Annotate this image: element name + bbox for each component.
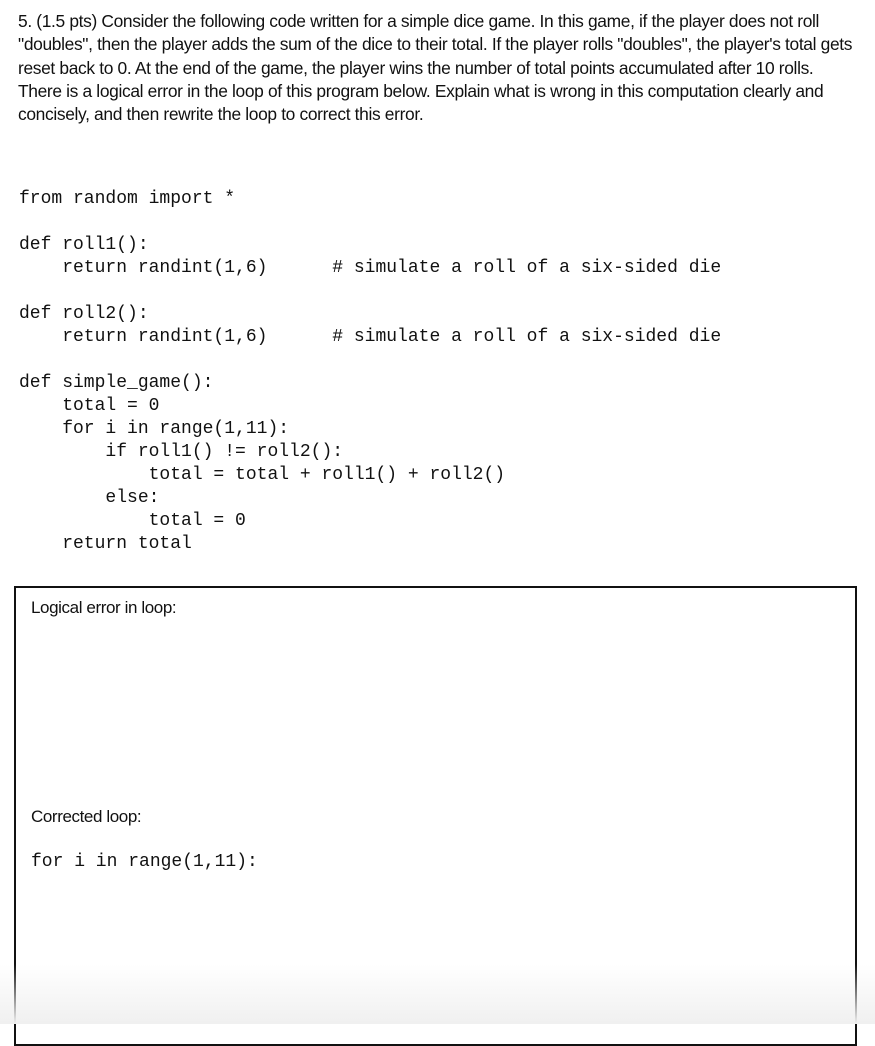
code-line: total = total + roll1() + roll2() bbox=[19, 465, 506, 485]
code-simple-game-function bbox=[19, 372, 505, 556]
code-roll2-function bbox=[19, 303, 721, 349]
logical-error-label: Logical error in loop: bbox=[31, 598, 177, 617]
code-line: def roll1(): bbox=[19, 235, 149, 255]
code-line: return total bbox=[19, 534, 192, 554]
answer-box[interactable] bbox=[14, 586, 857, 1046]
code-line: return randint(1,6) # simulate a roll of a six-sided die bbox=[19, 327, 722, 347]
code-roll1-function bbox=[19, 234, 721, 280]
code-import bbox=[19, 188, 235, 211]
corrected-loop-label: Corrected loop: bbox=[31, 807, 142, 826]
code-line: for i in range(1,11): bbox=[19, 419, 290, 439]
code-line: return randint(1,6) # simulate a roll of a six-sided die bbox=[19, 258, 722, 278]
code-line: def roll2(): bbox=[19, 304, 149, 324]
corrected-loop-code: for i in range(1,11): bbox=[31, 852, 258, 872]
question-prompt: 5. (1.5 pts) Consider the following code written for a simple dice game. In this game, if the player does not roll "doubles", then the player adds the sum of the dice to their total. If the player rolls "doubles", the player's total gets reset back to 0. At the end of the game, the player wins the number of total points accumulated after 10 rolls. There is a logical error in the loop of this program below. Explain what is wrong in this computation clearly and concisely, and then rewrite the loop to correct this error. bbox=[18, 11, 853, 125]
code-line: total = 0 bbox=[19, 396, 160, 416]
import-line: from random import * bbox=[19, 189, 236, 209]
code-line: total = 0 bbox=[19, 511, 246, 531]
code-line: else: bbox=[19, 488, 160, 508]
code-line: def simple_game(): bbox=[19, 373, 214, 393]
code-line: if roll1() != roll2(): bbox=[19, 442, 344, 462]
